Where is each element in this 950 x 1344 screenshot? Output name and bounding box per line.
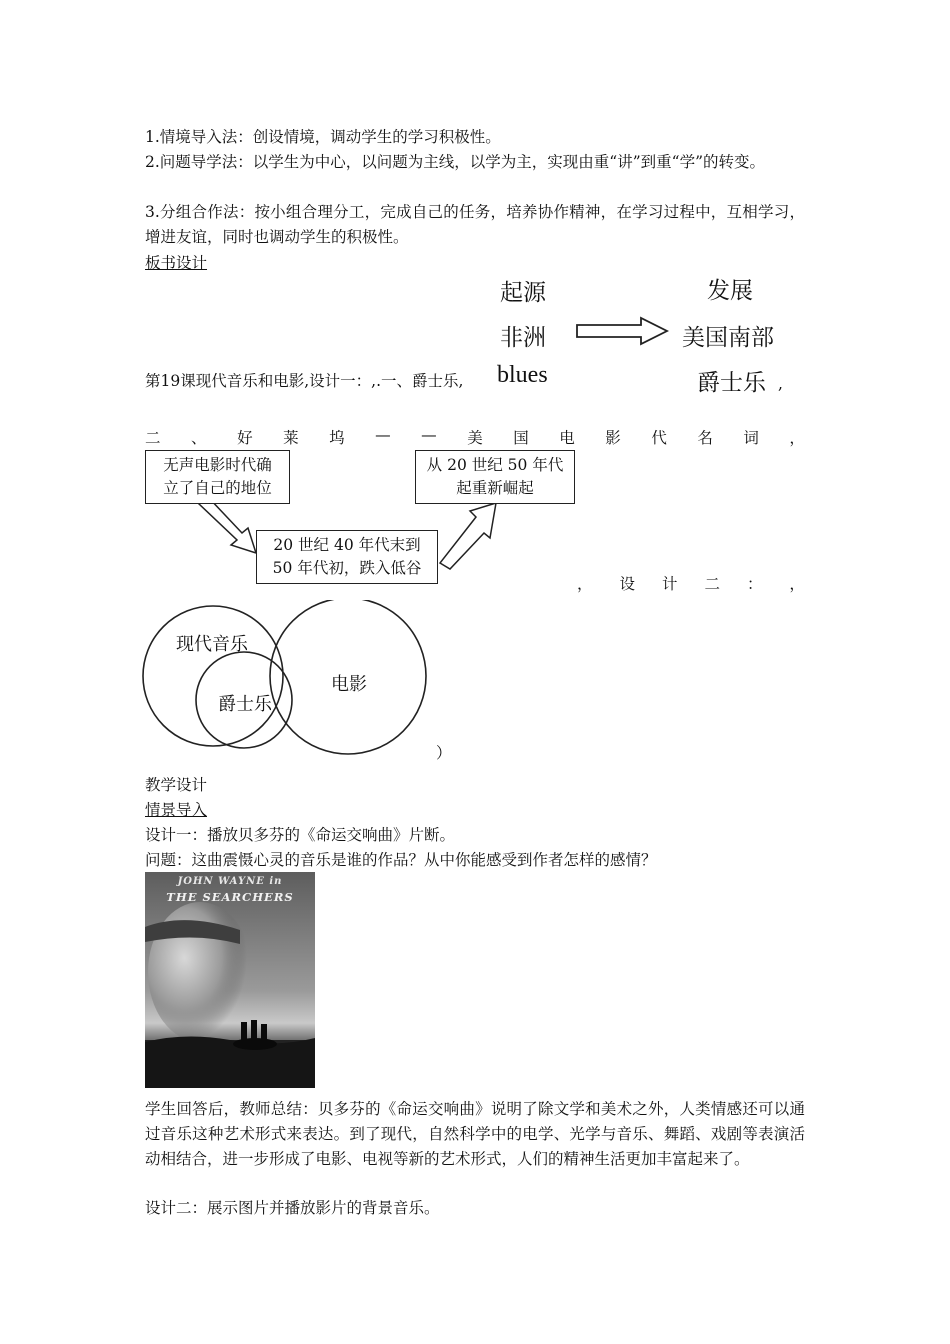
lesson-line-end: , <box>778 375 783 393</box>
method-3: 3.分组合作法：按小组合理分工，完成自己的任务，培养协作精神，在学习过程中，互相学习，增进友谊，同时也调动学生的积极性。 <box>145 203 805 246</box>
summary-text: 学生回答后，教师总结：贝多芬的《命运交响曲》说明了除文学和美术之外，人类情感还可以通过音乐这种艺术形式来表达。到了现代，自然科学中的电学、光学与音乐、舞蹈、戏剧等表演活动相结合，进一步形成了电影、电视等新的艺术形式，人们的精神生活更加丰富起来了。 <box>145 1100 805 1168</box>
design2-char: 计 <box>661 575 678 593</box>
flow-box-revival <box>415 450 575 504</box>
hollywood-char: 词 <box>743 429 759 447</box>
method-2: 2.问题导学法：以学生为中心，以问题为主线，以学为主，实现由重“讲”到重“学”的转变。 <box>145 153 765 171</box>
southern-us-label: 美国南部 <box>682 325 774 351</box>
method-1: 1.情境导入法：创设情境，调动学生的学习积极性。 <box>145 128 501 146</box>
design2-char: 二 <box>704 575 720 593</box>
design1-text: 设计一：播放贝多芬的《命运交响曲》片断。 <box>145 826 456 844</box>
venn-modern-music-circle <box>143 606 283 746</box>
hollywood-char: 国 <box>513 429 529 447</box>
flow-box-line: 起重新崛起 <box>456 479 534 497</box>
venn-jazz-label: 爵士乐 <box>218 694 272 715</box>
hollywood-char: — <box>421 426 437 444</box>
africa-label: 非洲 <box>500 325 546 351</box>
design2-char: 设 <box>619 575 635 593</box>
hollywood-char: 电 <box>559 429 575 447</box>
close-paren: ） <box>436 744 452 762</box>
flow-box-line: 无声电影时代确 <box>163 456 272 474</box>
hollywood-char: 、 <box>191 429 207 447</box>
hollywood-char: 二 <box>145 429 161 447</box>
blues-label: blues <box>497 362 548 388</box>
poster-title-line2: THE SEARCHERS <box>166 890 294 904</box>
design2-char: ， <box>789 575 805 593</box>
flow-box-decline <box>256 530 438 584</box>
design2-text: 设计二：展示图片并播放影片的背景音乐。 <box>145 1199 440 1217</box>
flow-box-line: 立了自己的地位 <box>163 479 272 497</box>
hollywood-char: 影 <box>605 429 621 447</box>
origin-label: 起源 <box>500 280 546 306</box>
hollywood-char: ， <box>789 429 805 447</box>
venn-modern-music-label: 现代音乐 <box>176 634 248 655</box>
hollywood-char: 美 <box>467 429 483 447</box>
development-label: 发展 <box>707 278 753 304</box>
jazz-label: 爵士乐 <box>697 370 766 396</box>
hollywood-char: — <box>375 426 391 444</box>
hollywood-char: 莱 <box>283 429 299 447</box>
flow-box-silent-era <box>145 450 290 504</box>
design2-char: ， <box>577 575 593 593</box>
arrow-up-right-icon <box>440 503 496 569</box>
venn-film-label: 电影 <box>331 674 367 695</box>
intro-heading: 情景导入 <box>145 801 208 819</box>
flow-box-line: 从 20 世纪 50 年代 <box>426 456 564 474</box>
hollywood-char: 代 <box>651 429 667 447</box>
hollywood-char: 名 <box>697 429 713 447</box>
hollywood-char: 坞 <box>329 429 345 447</box>
searchers-poster-image <box>145 872 315 1088</box>
poster-title-line1: JOHN WAYNE in <box>177 876 283 887</box>
arrow-down-right-icon <box>198 497 256 553</box>
question-text: 问题：这曲震慑心灵的音乐是谁的作品？从中你能感受到作者怎样的感情？ <box>145 851 657 869</box>
lesson-line: 第19课现代音乐和电影,设计一：,.一、爵士乐, <box>145 372 464 390</box>
hollywood-char: 好 <box>237 429 253 447</box>
teaching-design-heading: 教学设计 <box>145 776 208 794</box>
venn-diagram <box>140 600 440 760</box>
design2-char: ： <box>746 575 763 593</box>
arrow-right-icon <box>575 316 675 348</box>
board-design-heading: 板书设计 <box>145 254 208 272</box>
hollywood-line <box>145 426 805 448</box>
flow-box-line: 20 世纪 40 年代末到 <box>273 536 421 554</box>
design2-line <box>577 572 805 594</box>
flow-box-line: 50 年代初，跌入低谷 <box>272 559 422 577</box>
